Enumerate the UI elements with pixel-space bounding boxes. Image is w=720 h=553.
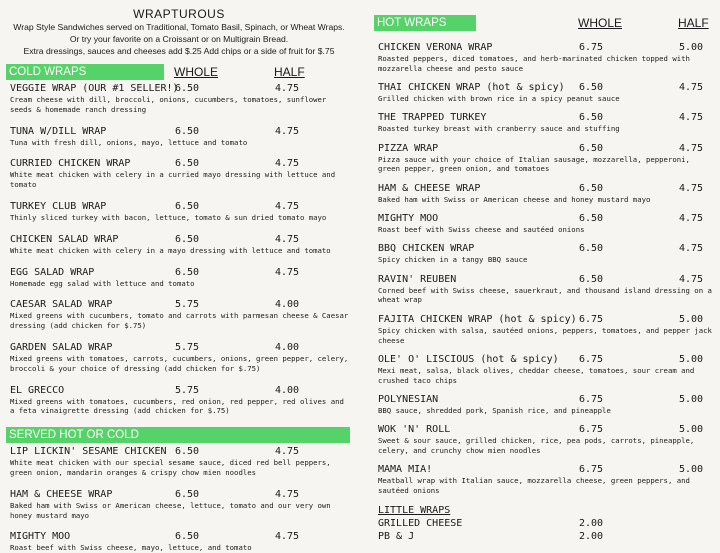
menu-item — [6, 126, 352, 148]
item-name: VEGGIE WRAP (OUR #1 SELLER!) — [10, 83, 179, 94]
menu-item-row — [6, 201, 352, 213]
menu-item-row — [374, 213, 716, 225]
half-price: 4.75 — [275, 158, 300, 170]
half-column-header: HALF — [678, 16, 709, 30]
served-hot-or-cold-list — [6, 446, 352, 553]
whole-price: 6.75 — [579, 393, 604, 405]
item-name: WOK 'N' ROLL — [378, 424, 451, 436]
menu-item — [374, 518, 716, 530]
item-description: Mixed greens with tomatoes, cucumbers, red onion, red pepper, red olives and a feta vinaigrette dressing (add chicken for $.75) — [10, 396, 344, 416]
cold-wraps-section-header — [6, 64, 352, 82]
item-name: RAVIN' REUBEN — [378, 273, 457, 285]
menu-item-row — [6, 446, 352, 458]
menu-item-row — [374, 112, 716, 124]
item-name: MIGHTY MOO — [10, 531, 71, 543]
menu-item — [374, 314, 716, 346]
item-description: Mixed greens with cucumbers, tomato and carrots with parmesan cheese & Caesar dressing (add chicken for $.75) — [10, 311, 349, 331]
whole-price: 6.50 — [579, 142, 604, 154]
whole-price: 6.75 — [579, 424, 604, 436]
item-name: CHICKEN VERONA WRAP — [378, 42, 493, 53]
half-price: 4.75 — [275, 446, 300, 458]
whole-price: 6.50 — [579, 112, 604, 124]
menu-item — [6, 201, 352, 223]
item-description: Baked ham with Swiss or American cheese and honey mustard mayo — [378, 194, 651, 204]
menu-item-row — [374, 143, 716, 155]
section-bar: COLD WRAPS — [6, 64, 164, 80]
menu-item — [6, 446, 352, 478]
item-name: BBQ CHICKEN WRAP — [378, 243, 475, 255]
menu-item-row — [6, 531, 352, 543]
menu-item-row — [374, 354, 716, 366]
menu-item — [374, 424, 716, 456]
menu-item-row — [6, 342, 352, 354]
hot-wraps-list — [374, 42, 716, 496]
menu-item — [374, 82, 716, 104]
menu-item-row — [6, 267, 352, 279]
whole-price: 6.50 — [175, 446, 200, 458]
whole-price: 6.75 — [579, 42, 604, 53]
right-column — [374, 0, 716, 543]
menu-item — [374, 394, 716, 416]
little-wraps-heading: LITTLE WRAPS — [378, 504, 451, 516]
menu-item-row — [6, 126, 352, 138]
whole-price: 5.75 — [175, 341, 200, 353]
whole-price: 5.75 — [175, 384, 200, 396]
menu-item — [6, 385, 352, 417]
menu-item — [374, 531, 716, 543]
whole-price: 6.75 — [579, 464, 604, 476]
whole-price: 6.50 — [579, 82, 604, 94]
menu-title: WRAPTUROUS — [133, 7, 225, 21]
whole-price: 6.50 — [175, 200, 200, 212]
menu-item — [374, 42, 716, 74]
menu-item — [374, 183, 716, 205]
item-description: Roasted peppers, diced tomatoes, and herb-marinated chicken topped with mozzarella cheese and pesto sauce — [378, 54, 690, 73]
item-description: Homemade egg salad with lettuce and tomato — [10, 278, 195, 288]
menu-item-row — [6, 489, 352, 501]
menu-item-row — [374, 42, 716, 54]
item-description: Spicy chicken in a tangy BBQ sauce — [378, 255, 528, 265]
item-name: PB & J — [378, 530, 415, 542]
half-price: 4.75 — [679, 182, 704, 194]
item-name: CAESAR SALAD WRAP — [10, 299, 113, 311]
whole-price: 6.50 — [579, 243, 604, 255]
menu-item-row — [6, 234, 352, 246]
half-price: 5.00 — [679, 42, 704, 53]
header-line: Extra dressings, sauces and cheeses add $.25 Add chips or a side of fruit for $.75 — [23, 46, 335, 56]
whole-price: 2.00 — [579, 517, 604, 529]
whole-price: 6.50 — [175, 233, 200, 245]
half-price: 4.75 — [275, 531, 300, 543]
whole-price: 5.75 — [175, 299, 200, 311]
header-line: Wrap Style Sandwiches served on Traditional, Tomato Basil, Spinach, or Wheat Wraps. — [13, 22, 345, 32]
item-description: Roast beef with Swiss cheese and sautéed onions — [378, 225, 585, 235]
half-price: 4.75 — [679, 213, 704, 225]
whole-column-header: WHOLE — [174, 65, 219, 79]
whole-price: 6.50 — [579, 273, 604, 285]
item-description: Tuna with fresh dill, onions, mayo, lettuce and tomato — [10, 137, 248, 147]
whole-price: 2.00 — [579, 530, 604, 542]
menu-item-row — [374, 464, 716, 476]
half-price: 4.75 — [275, 83, 300, 94]
header-line: Or try your favorite on a Croissant or on Multigrain Bread. — [69, 34, 289, 44]
half-price: 5.00 — [679, 424, 704, 436]
menu-item-row — [374, 394, 716, 406]
menu-item-row — [374, 183, 716, 195]
menu-item — [374, 274, 716, 306]
item-description: White meat chicken with our special sesame sauce, diced red bell peppers, green onion, mandarin oranges & crispy chow mien noodles — [10, 458, 331, 477]
menu-item-row — [6, 83, 352, 95]
half-price: 4.00 — [275, 299, 300, 311]
whole-column-header: WHOLE — [578, 16, 623, 30]
menu-item-row — [6, 299, 352, 311]
item-description: White meat chicken with celery in a mayo dressing with lettuce and tomato — [10, 245, 331, 255]
served-hot-or-cold-section-header — [6, 427, 352, 445]
whole-price: 6.50 — [175, 83, 200, 94]
item-name: THAI CHICKEN WRAP (hot & spicy) — [378, 82, 565, 94]
item-name: TUNA W/DILL WRAP — [10, 125, 107, 137]
item-name: FAJITA CHICKEN WRAP (hot & spicy) — [378, 313, 577, 325]
half-price: 4.75 — [679, 243, 704, 255]
whole-price: 6.50 — [175, 158, 200, 170]
item-name: TURKEY CLUB WRAP — [10, 200, 107, 212]
half-column-header: HALF — [274, 65, 305, 79]
item-description: Grilled chicken with brown rice in a spicy peanut sauce — [378, 94, 620, 104]
menu-item — [6, 267, 352, 289]
menu-item — [374, 243, 716, 265]
section-bar: HOT WRAPS — [374, 15, 476, 31]
menu-item-row — [374, 314, 716, 326]
half-price: 4.75 — [679, 142, 704, 154]
menu-item — [6, 234, 352, 256]
menu-item-row — [374, 274, 716, 286]
item-name: HAM & CHEESE WRAP — [378, 182, 481, 194]
item-name: LIP LICKIN' SESAME CHICKEN — [10, 446, 167, 458]
item-name: PIZZA WRAP — [378, 142, 439, 154]
menu-item-row — [374, 82, 716, 94]
section-bar: SERVED HOT OR COLD — [6, 427, 350, 443]
whole-price: 6.75 — [579, 353, 604, 365]
menu-item-row — [6, 385, 352, 397]
half-price: 4.75 — [679, 112, 704, 124]
menu-header — [6, 7, 352, 57]
menu-item — [374, 354, 716, 386]
item-description: Mexi meat, salsa, black olives, cheddar cheese, tomatoes, sour cream and crushed taco chips — [378, 365, 695, 385]
item-description: Pizza sauce with your choice of Italian sausage, mozzarella, pepperoni, green pepper, green onion, and tomatoes — [378, 154, 690, 174]
menu-item — [6, 83, 352, 115]
menu-item — [374, 143, 716, 175]
menu-item-row — [374, 518, 716, 530]
item-description: Spicy chicken with salsa, sautéed onions, peppers, tomatoes, and pepper jack cheese — [378, 325, 712, 345]
little-wraps-list — [374, 518, 716, 543]
half-price: 5.00 — [679, 464, 704, 476]
menu-item — [374, 464, 716, 496]
item-name: POLYNESIAN — [378, 393, 439, 405]
item-name: EL GRECCO — [10, 384, 65, 396]
item-description: Meatball wrap with Italian sauce, mozzarella cheese, green peppers, and sautéed onions — [378, 476, 690, 496]
item-description: Roasted turkey breast with cranberry sauce and stuffing — [378, 124, 620, 134]
half-price: 4.75 — [275, 200, 300, 212]
half-price: 4.75 — [679, 82, 704, 94]
half-price: 4.75 — [275, 233, 300, 245]
item-description: Sweet & sour sauce, grilled chicken, rice, pea pods, carrots, pineapple, celery, and crunchy chow mien noodles — [378, 436, 695, 456]
cold-wraps-list — [6, 83, 352, 416]
item-description: Thinly sliced turkey with bacon, lettuce, tomato & sun dried tomato mayo — [10, 212, 327, 222]
item-description: White meat chicken with celery in a curried mayo dressing with lettuce and tomato — [10, 170, 336, 190]
item-description: Cream cheese with dill, broccoli, onions, cucumbers, tomatoes, sunflower seeds & homemade ranch dressing — [10, 95, 327, 114]
item-name: MIGHTY MOO — [378, 213, 439, 225]
item-description: BBQ sauce, shredded pork, Spanish rice, and pineapple — [378, 405, 611, 415]
item-name: CURRIED CHICKEN WRAP — [10, 158, 131, 170]
menu-item — [374, 112, 716, 134]
menu-item-row — [374, 424, 716, 436]
item-name: EGG SALAD WRAP — [10, 266, 95, 278]
item-name: HAM & CHEESE WRAP — [10, 488, 113, 500]
half-price: 5.00 — [679, 313, 704, 325]
item-name: OLE' O' LISCIOUS (hot & spicy) — [378, 353, 559, 365]
menu-item-row — [374, 243, 716, 255]
half-price: 4.00 — [275, 384, 300, 396]
left-column — [6, 0, 352, 553]
menu-item — [6, 158, 352, 190]
menu-item — [6, 531, 352, 553]
item-description: Corned beef with Swiss cheese, sauerkraut, and thousand island dressing on a wheat wrap — [378, 285, 712, 305]
item-name: MAMA MIA! — [378, 464, 433, 476]
item-description: Baked ham with Swiss or American cheese, lettuce, tomato and our very own honey mustard mayo — [10, 500, 331, 520]
half-price: 4.75 — [275, 488, 300, 500]
menu-item — [6, 299, 352, 331]
menu-item — [6, 489, 352, 521]
hot-wraps-section-header — [374, 15, 716, 33]
half-price: 4.75 — [679, 273, 704, 285]
whole-price: 6.50 — [175, 531, 200, 543]
half-price: 4.00 — [275, 341, 300, 353]
menu-item — [6, 342, 352, 374]
menu-item — [374, 213, 716, 235]
whole-price: 6.50 — [579, 213, 604, 225]
item-name: THE TRAPPED TURKEY — [378, 112, 487, 124]
whole-price: 6.50 — [175, 266, 200, 278]
menu-item-row — [374, 531, 716, 543]
item-name: CHICKEN SALAD WRAP — [10, 233, 119, 245]
whole-price: 6.50 — [175, 488, 200, 500]
menu-item-row — [6, 158, 352, 170]
item-name: GARDEN SALAD WRAP — [10, 341, 113, 353]
half-price: 5.00 — [679, 393, 704, 405]
item-description: Mixed greens with tomatoes, carrots, cucumbers, onions, green pepper, celery, broccoli & your choice of dressing (add chicken for $.75) — [10, 353, 349, 373]
half-price: 4.75 — [275, 125, 300, 137]
whole-price: 6.75 — [579, 313, 604, 325]
item-name: GRILLED CHEESE — [378, 517, 463, 529]
item-description: Roast beef with Swiss cheese, mayo, lettuce, and tomato — [10, 543, 252, 553]
whole-price: 6.50 — [579, 182, 604, 194]
whole-price: 6.50 — [175, 125, 200, 137]
half-price: 5.00 — [679, 353, 704, 365]
half-price: 4.75 — [275, 266, 300, 278]
